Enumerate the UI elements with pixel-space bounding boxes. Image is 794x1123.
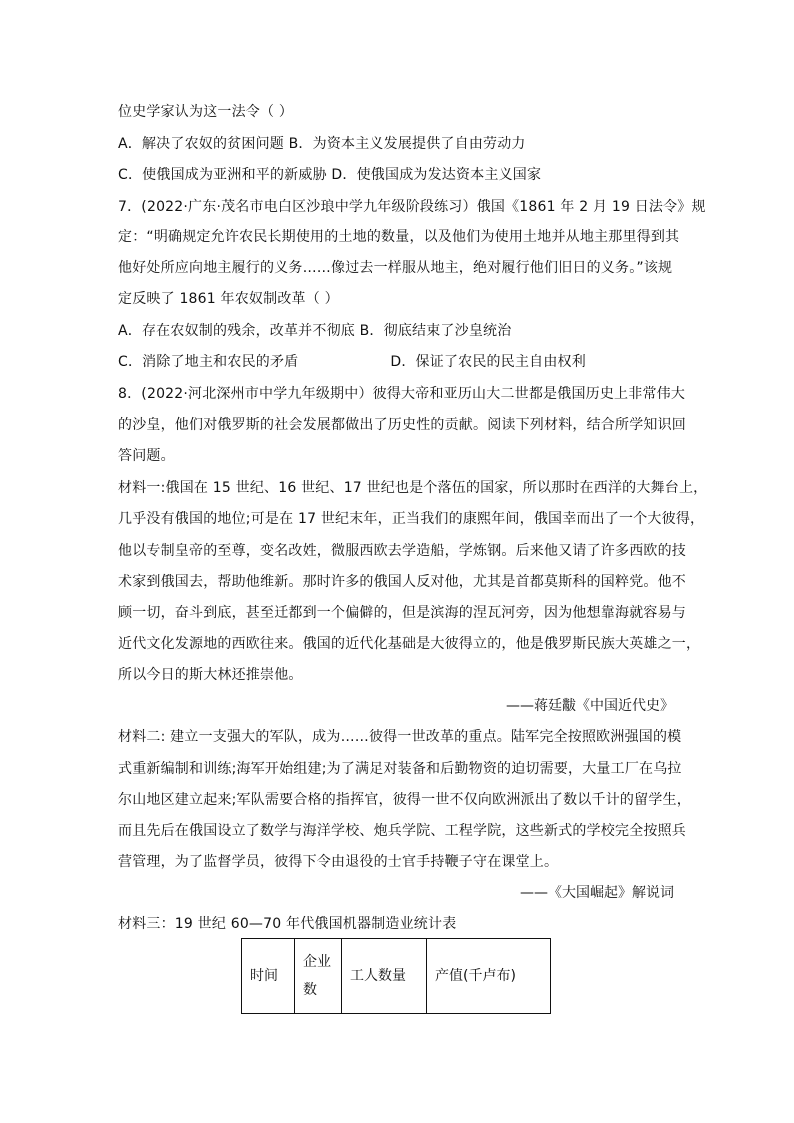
material-1-line-3: 他以专制皇帝的至尊，变名改姓，微服西欧去学造船，学炼钢。后来他又请了许多西欧的技 [118,543,686,559]
material-2-line-2: 式重新编制和训练;海军开始组建;为了满足对装备和后勤物资的迫切需要，大量工厂在乌拉 [118,761,682,777]
material-2-line-1: 材料二: 建立一支强大的军队，成为……彼得一世改革的重点。陆军完全按照欧洲强国的模 [118,729,682,745]
table-header-time: 时间 [242,939,295,1014]
table-header-row [242,939,551,1014]
q7-option-c: C．消除了地主和农民的矛盾 [118,354,299,370]
material-1-line-5: 顾一切，奋斗到底，甚至迁都到一个偏僻的，但是滨海的涅瓦河旁，因为他想靠海就容易与 [118,605,686,621]
material-2-line-4: 而且先后在俄国设立了数学与海洋学校、炮兵学院、工程学院，这些新式的学校完全按照兵 [118,823,686,839]
machine-manufacturing-table [241,938,551,1014]
q7-options-ab: A．存在农奴制的残余，改革并不彻底 B．彻底结束了沙皇统治 [118,323,512,339]
material-2-line-3: 尔山地区建立起来;军队需要合格的指挥官，彼得一世不仅向欧洲派出了数以千计的留学生， [118,792,691,808]
table-header-output: 产值(千卢布) [427,939,551,1014]
q7-stem-line-4: 定反映了 1861 年农奴制改革（ ） [118,291,339,307]
material-3-title: 材料三：19 世纪 60—70 年代俄国机器制造业统计表 [118,916,457,932]
table-header-workers: 工人数量 [342,939,427,1014]
material-1-line-1: 材料一:俄国在 15 世纪、16 世纪、17 世纪也是个落伍的国家，所以那时在西洋的大舞台上， [118,480,708,496]
table-header-enterprises-line-2: 数 [303,982,317,998]
q7-stem-line-3: 他好处所应向地主履行的义务……像过去一样服从地主，绝对履行他们旧日的义务。”该规 [118,260,673,276]
table-header-enterprises [295,939,342,1014]
q6-options-cd: C．使俄国成为亚洲和平的新威胁 D．使俄国成为发达资本主义国家 [118,167,542,183]
material-2-source: ——《大国崛起》解说词 [520,885,674,901]
q6-options-ab: A．解决了农奴的贫困问题 B．为资本主义发展提供了自由劳动力 [118,136,526,152]
material-2-line-5: 营管理，为了监督学员，彼得下令由退役的士官手持鞭子守在课堂上。 [118,854,559,870]
q8-stem-line-1: 8．(2022·河北深州市中学九年级期中）彼得大帝和亚历山大二世都是俄国历史上非常伟大 [118,386,686,402]
material-1-line-7: 所以今日的斯大林还推崇他。 [118,667,303,683]
q6-stem-end: 位史学家认为这一法令（ ） [118,104,294,120]
q7-stem-line-1: 7．(2022·广东·茂名市电白区沙琅中学九年级阶段练习）俄国《1861 年 2 月 19 日法令》规 [118,199,706,215]
q7-option-d: D．保证了农民的民主自由权利 [390,354,586,370]
q8-stem-line-2: 的沙皇，他们对俄罗斯的社会发展都做出了历史性的贡献。阅读下列材料，结合所学知识回 [118,417,686,433]
material-1-source: ——蒋廷黻《中国近代史》 [506,698,674,714]
q8-stem-line-3: 答问题。 [118,448,175,464]
q7-stem-line-2: 定：“明确规定允许农民长期使用的土地的数量，以及他们为使用土地并从地主那里得到其 [118,229,680,245]
material-1-line-2: 几乎没有俄国的地位;可是在 17 世纪末年，正当我们的康熙年间，俄国幸而出了一个大彼得， [118,511,705,527]
material-1-line-6: 近代文化发源地的西欧往来。俄国的近代化基础是大彼得立的，他是俄罗斯民族大英雄之一， [118,636,701,652]
material-1-line-4: 术家到俄国去，帮助他维新。那时许多的俄国人反对他，尤其是首都莫斯科的国粹党。他不 [118,574,686,590]
table-header-enterprises-line-1: 企业 [303,954,331,970]
q7-options-cd [118,353,586,371]
